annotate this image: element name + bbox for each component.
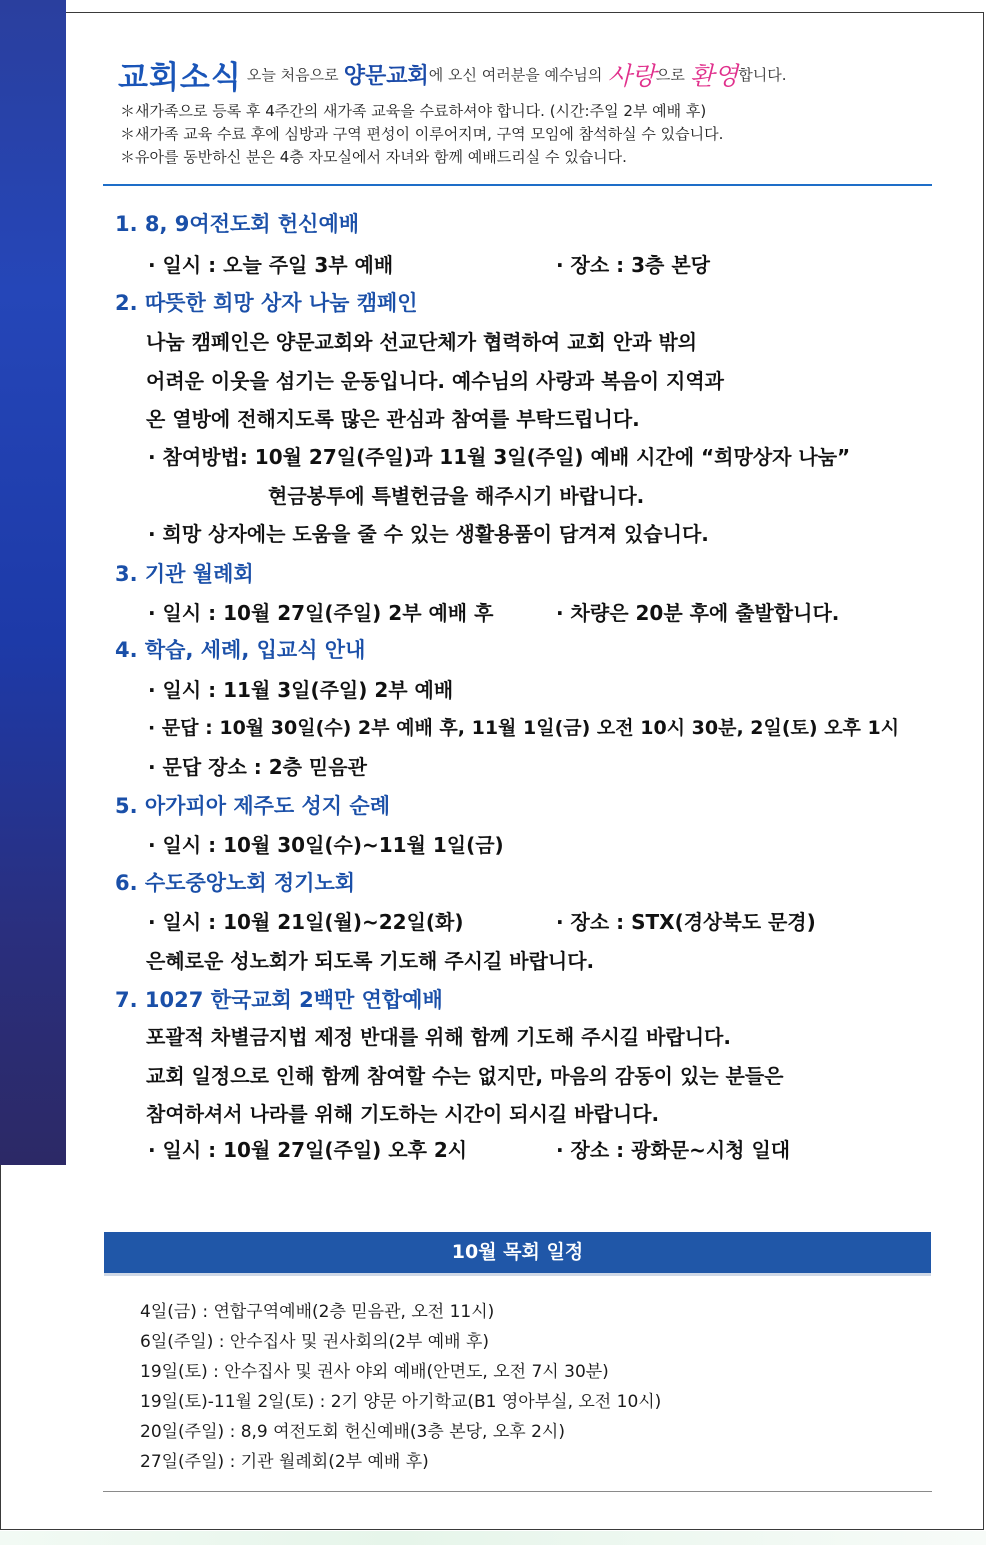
divider-bottom (103, 1491, 932, 1492)
schedule-item: 4일(금) : 연합구역예배(2층 믿음관, 오전 11시) (140, 1302, 495, 1322)
section-title: 6. 수도중앙노회 정기노회 (115, 871, 356, 895)
section-line: · 차량은 20분 후에 출발합니다. (556, 601, 840, 625)
section-line: · 일시 : 10월 21일(월)~22일(화) (148, 910, 464, 934)
intro-middle: 에 오신 여러분을 예수님의 (428, 66, 603, 84)
section-paragraph: 교회 일정으로 인해 함께 참여할 수는 없지만, 마음의 감동이 있는 분들은 (146, 1064, 784, 1088)
section-title: 1. 8, 9여전도회 헌신예배 (115, 212, 360, 236)
section-title: 2. 따뜻한 희망 상자 나눔 캠페인 (115, 291, 418, 315)
section-line: · 일시 : 10월 27일(주일) 오후 2시 (148, 1138, 468, 1162)
intro-end: 합니다. (738, 66, 787, 84)
bulletin-header (118, 52, 786, 97)
newcomer-notes (120, 100, 723, 169)
schedule-banner: 10월 목회 일정 (104, 1232, 931, 1273)
section-line: · 장소 : 광화문~시청 일대 (556, 1138, 791, 1162)
section-paragraph: 온 열방에 전해지도록 많은 관심과 참여를 부탁드립니다. (146, 407, 640, 431)
section-title: 3. 기관 월례회 (115, 562, 254, 586)
schedule-item: 6일(주일) : 안수집사 및 권사회의(2부 예배 후) (140, 1332, 490, 1352)
section-paragraph: 포괄적 차별금지법 제정 반대를 위해 함께 기도해 주시길 바랍니다. (146, 1025, 731, 1049)
section-line: · 문답 장소 : 2층 믿음관 (148, 755, 367, 779)
section-title: 7. 1027 한국교회 2백만 연합예배 (115, 988, 443, 1012)
intro-before: 오늘 처음으로 (246, 66, 339, 84)
decorative-sidebar (0, 0, 66, 1165)
love-word: 사랑 (607, 61, 656, 91)
schedule-item: 27일(주일) : 기관 월례회(2부 예배 후) (140, 1452, 429, 1472)
bottom-strip (0, 1531, 986, 1545)
section-title: 5. 아가피아 제주도 성지 순례 (115, 794, 390, 818)
note-item: ＊새가족으로 등록 후 4주간의 새가족 교육을 수료하셔야 합니다. (시간:주일 2부 예배 후) (120, 102, 707, 120)
note-item: ＊유아를 동반하신 분은 4층 자모실에서 자녀와 함께 예배드리실 수 있습니다. (120, 148, 627, 166)
intro-connector: 으로 (655, 66, 685, 84)
schedule-item: 19일(토) : 안수집사 및 권사 야외 예배(안면도, 오전 7시 30분) (140, 1362, 609, 1382)
section-paragraph: 참여하셔서 나라를 위해 기도하는 시간이 되시길 바랍니다. (146, 1102, 660, 1126)
section-title: 4. 학습, 세례, 입교식 안내 (115, 638, 366, 662)
section-line: · 일시 : 10월 27일(주일) 2부 예배 후 (148, 601, 494, 625)
banner-shadow (104, 1273, 931, 1276)
section-line: · 일시 : 10월 30일(수)~11월 1일(금) (148, 833, 504, 857)
schedule-item: 20일(주일) : 8,9 여전도회 헌신예배(3층 본당, 오후 2시) (140, 1422, 565, 1442)
section-paragraph: 나눔 캠페인은 양문교회와 선교단체가 협력하여 교회 안과 밖의 (146, 330, 698, 354)
schedule-item: 19일(토)-11월 2일(토) : 2기 양문 아기학교(B1 영아부실, 오전 10시) (140, 1392, 662, 1412)
section-line: · 장소 : 3층 본당 (556, 253, 710, 277)
section-line: · 장소 : STX(경상북도 문경) (556, 910, 816, 934)
section-line: · 참여방법: 10월 27일(주일)과 11월 3일(주일) 예배 시간에 “희망상자 나눔” (148, 445, 851, 469)
welcome-word: 환영 (689, 61, 739, 91)
section-line: · 희망 상자에는 도움을 줄 수 있는 생활용품이 담겨져 있습니다. (148, 522, 709, 546)
section-paragraph: 은혜로운 성노회가 되도록 기도해 주시길 바랍니다. (146, 949, 595, 973)
church-name: 양문교회 (343, 64, 429, 89)
section-paragraph: 어려운 이웃을 섬기는 운동입니다. 예수님의 사랑과 복음이 지역과 (146, 369, 724, 393)
section-line: · 문답 : 10월 30일(수) 2부 예배 후, 11월 1일(금) 오전 10시 30분, 2일(토) 오후 1시 (148, 717, 900, 739)
section-line: 현금봉투에 특별헌금을 해주시기 바랍니다. (268, 484, 645, 508)
section-line: · 일시 : 11월 3일(주일) 2부 예배 (148, 678, 454, 702)
page-title: 교회소식 (118, 60, 242, 96)
note-item: ＊새가족 교육 수료 후에 심방과 구역 편성이 이루어지며, 구역 모임에 참석하실 수 있습니다. (120, 125, 724, 143)
section-line: · 일시 : 오늘 주일 3부 예배 (148, 253, 394, 277)
divider-top (103, 184, 932, 186)
